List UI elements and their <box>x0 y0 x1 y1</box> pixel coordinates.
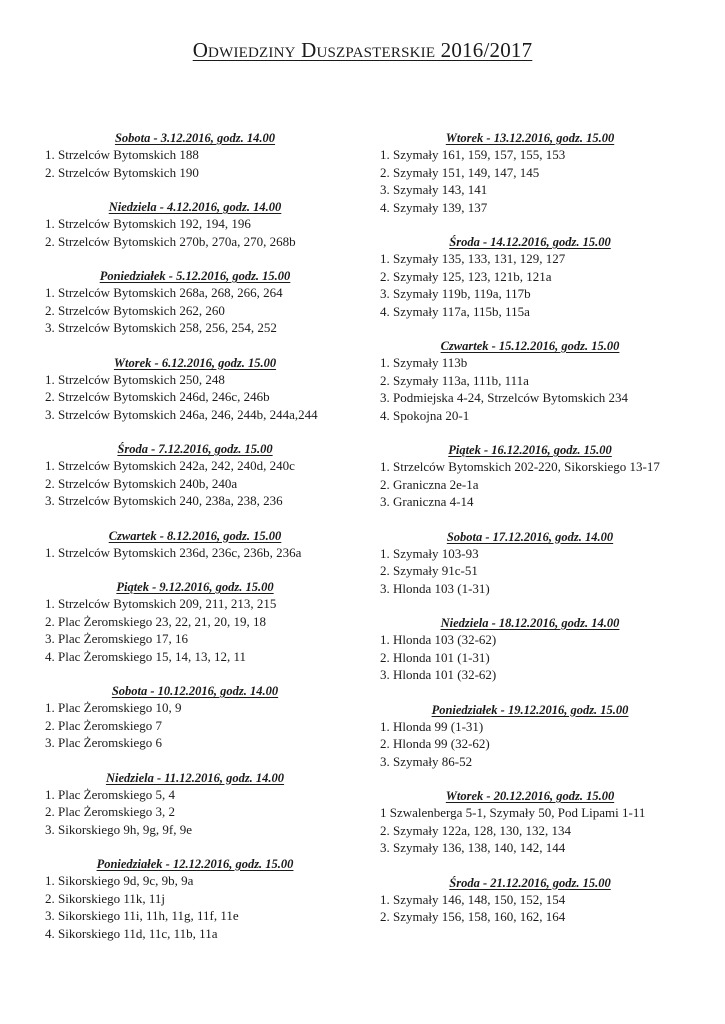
section-heading: Czwartek - 8.12.2016, godz. 15.00 <box>108 528 282 543</box>
list-item: 2. Strzelców Bytomskich 240b, 240a <box>45 475 238 491</box>
list-item: 2. Szymały 122a, 128, 130, 132, 134 <box>380 822 572 838</box>
schedule-section <box>380 529 680 598</box>
section-heading: Poniedziałek - 5.12.2016, godz. 15.00 <box>99 269 291 283</box>
schedule-section <box>380 875 680 926</box>
schedule-section <box>380 338 680 424</box>
section-heading: Wtorek - 13.12.2016, godz. 15.00 <box>445 131 615 145</box>
section-heading: Piątek - 9.12.2016, godz. 15.00 <box>116 580 274 594</box>
schedule-section <box>45 856 345 942</box>
list-item: 1. Strzelców Bytomskich 188 <box>45 147 199 162</box>
section-spacer <box>45 838 345 856</box>
list-item: 1. Strzelców Bytomskich 202-220, Sikorskiego 13-17 <box>380 459 660 474</box>
list-item: 2. Szymały 156, 158, 160, 162, 164 <box>380 909 566 924</box>
list-item: 4. Szymały 117a, 115b, 115a <box>380 303 530 319</box>
list-item: 1. Strzelców Bytomskich 209, 211, 213, 215 <box>45 596 277 611</box>
list-item: 2. Plac Żeromskiego 3, 2 <box>45 804 175 819</box>
section-spacer <box>45 561 345 579</box>
list-item: 1. Strzelców Bytomskich 192, 194, 196 <box>45 216 251 231</box>
right-column <box>380 130 680 926</box>
section-heading: Niedziela - 11.12.2016, godz. 14.00 <box>105 770 285 785</box>
list-item: 2. Strzelców Bytomskich 262, 260 <box>45 302 225 318</box>
list-item: 1. Sikorskiego 9d, 9c, 9b, 9a <box>45 873 194 888</box>
list-item: 2. Graniczna 2e-1a <box>380 476 479 492</box>
list-item: 3. Hlonda 103 (1-31) <box>380 580 490 596</box>
schedule-section <box>45 130 345 181</box>
section-spacer <box>380 597 680 615</box>
section-heading: Środa - 21.12.2016, godz. 15.00 <box>449 875 611 890</box>
section-heading: Czwartek - 15.12.2016, godz. 15.00 <box>440 339 620 353</box>
section-heading: Poniedziałek - 19.12.2016, godz. 15.00 <box>431 702 629 717</box>
page-title: Odwiedziny Duszpasterskie 2016/2017 <box>192 38 533 62</box>
section-spacer <box>45 752 345 770</box>
list-item: 1. Strzelców Bytomskich 250, 248 <box>45 371 225 387</box>
list-item: 3. Strzelców Bytomskich 240, 238a, 238, 236 <box>45 493 283 508</box>
schedule-section <box>45 355 345 424</box>
schedule-section <box>380 615 680 684</box>
list-item: 1. Plac Żeromskiego 10, 9 <box>45 700 182 715</box>
section-heading: Środa - 14.12.2016, godz. 15.00 <box>449 235 611 249</box>
section-spacer <box>45 665 345 683</box>
list-item: 3. Strzelców Bytomskich 246a, 246, 244b, 244a,244 <box>45 406 318 422</box>
list-item: 3. Szymały 119b, 119a, 117b <box>380 286 531 301</box>
list-item: 2. Szymały 151, 149, 147, 145 <box>380 164 540 180</box>
list-item: 3. Hlonda 101 (32-62) <box>380 667 497 682</box>
schedule-section <box>45 528 345 562</box>
list-item: 3. Szymały 86-52 <box>380 753 473 769</box>
section-heading: Niedziela - 4.12.2016, godz. 14.00 <box>108 200 282 214</box>
section-spacer <box>380 216 680 234</box>
schedule-section <box>45 683 345 752</box>
section-heading: Wtorek - 6.12.2016, godz. 15.00 <box>113 355 277 370</box>
schedule-section <box>45 441 345 510</box>
list-item: 2. Strzelców Bytomskich 246d, 246c, 246b <box>45 389 270 404</box>
section-spacer <box>45 510 345 528</box>
list-item: 3. Plac Żeromskiego 17, 16 <box>45 631 188 646</box>
list-item: 2. Szymały 91c-51 <box>380 563 478 578</box>
section-spacer <box>45 423 345 441</box>
section-spacer <box>380 511 680 529</box>
list-item: 4. Plac Żeromskiego 15, 14, 13, 12, 11 <box>45 648 246 664</box>
section-spacer <box>380 424 680 442</box>
list-item: 1 Szwalenberga 5-1, Szymały 50, Pod Lipami 1-11 <box>380 805 646 820</box>
list-item: 1. Szymały 161, 159, 157, 155, 153 <box>380 147 566 162</box>
list-item: 3. Graniczna 4-14 <box>380 494 474 509</box>
list-item: 2. Sikorskiego 11k, 11j <box>45 890 166 906</box>
section-heading: Sobota - 3.12.2016, godz. 14.00 <box>114 131 276 145</box>
schedule-section <box>380 788 680 857</box>
list-item: 3. Szymały 143, 141 <box>380 182 488 197</box>
section-spacer <box>45 250 345 268</box>
list-item: 3. Szymały 136, 138, 140, 142, 144 <box>380 840 566 855</box>
left-column <box>45 130 345 942</box>
section-heading: Piątek - 16.12.2016, godz. 15.00 <box>448 443 612 457</box>
list-item: 3. Podmiejska 4-24, Strzelców Bytomskich 234 <box>380 390 629 405</box>
schedule-section <box>380 130 680 216</box>
list-item: 2. Strzelców Bytomskich 190 <box>45 164 199 180</box>
list-item: 2. Szymały 113a, 111b, 111a <box>380 372 529 388</box>
list-item: 1. Szymały 135, 133, 131, 129, 127 <box>380 251 566 266</box>
list-item: 4. Spokojna 20-1 <box>380 407 470 423</box>
list-item: 1. Szymały 146, 148, 150, 152, 154 <box>380 891 566 907</box>
schedule-section <box>45 579 345 665</box>
list-item: 3. Sikorskiego 9h, 9g, 9f, 9e <box>45 821 192 837</box>
list-item: 1. Plac Żeromskiego 5, 4 <box>45 786 175 802</box>
list-item: 2. Hlonda 99 (32-62) <box>380 736 490 751</box>
list-item: 3. Sikorskiego 11i, 11h, 11g, 11f, 11e <box>45 908 239 923</box>
list-item: 1. Strzelców Bytomskich 242a, 242, 240d, 240c <box>45 458 295 473</box>
schedule-section <box>380 702 680 771</box>
section-spacer <box>45 181 345 199</box>
list-item: 1. Szymały 103-93 <box>380 545 479 561</box>
section-spacer <box>380 320 680 338</box>
schedule-section <box>380 442 680 511</box>
schedule-section <box>45 199 345 250</box>
section-heading: Sobota - 10.12.2016, godz. 14.00 <box>111 684 279 698</box>
schedule-section <box>45 268 345 337</box>
list-item: 2. Strzelców Bytomskich 270b, 270a, 270, 268b <box>45 233 296 249</box>
schedule-section <box>380 234 680 320</box>
list-item: 1. Strzelców Bytomskich 236d, 236c, 236b, 236a <box>45 544 302 560</box>
list-item: 2. Hlonda 101 (1-31) <box>380 649 490 665</box>
section-spacer <box>45 337 345 355</box>
section-spacer <box>380 684 680 702</box>
list-item: 4. Szymały 139, 137 <box>380 199 488 215</box>
section-heading: Niedziela - 18.12.2016, godz. 14.00 <box>440 616 620 630</box>
list-item: 2. Plac Żeromskiego 23, 22, 21, 20, 19, 18 <box>45 613 266 629</box>
list-item: 1. Szymały 113b <box>380 355 468 370</box>
section-spacer <box>380 857 680 875</box>
schedule-section <box>45 770 345 839</box>
list-item: 2. Plac Żeromskiego 7 <box>45 717 162 733</box>
list-item: 1. Strzelców Bytomskich 268a, 268, 266, 264 <box>45 285 283 300</box>
list-item: 2. Szymały 125, 123, 121b, 121a <box>380 268 552 284</box>
list-item: 1. Hlonda 99 (1-31) <box>380 718 484 734</box>
section-heading: Sobota - 17.12.2016, godz. 14.00 <box>446 529 614 544</box>
list-item: 3. Strzelców Bytomskich 258, 256, 254, 252 <box>45 320 277 335</box>
list-item: 1. Hlonda 103 (32-62) <box>380 632 497 647</box>
section-heading: Wtorek - 20.12.2016, godz. 15.00 <box>445 789 615 803</box>
section-spacer <box>380 770 680 788</box>
list-item: 3. Plac Żeromskiego 6 <box>45 735 162 750</box>
section-heading: Poniedziałek - 12.12.2016, godz. 15.00 <box>96 857 294 871</box>
section-heading: Środa - 7.12.2016, godz. 15.00 <box>117 442 273 456</box>
list-item: 4. Sikorskiego 11d, 11c, 11b, 11a <box>45 925 218 941</box>
